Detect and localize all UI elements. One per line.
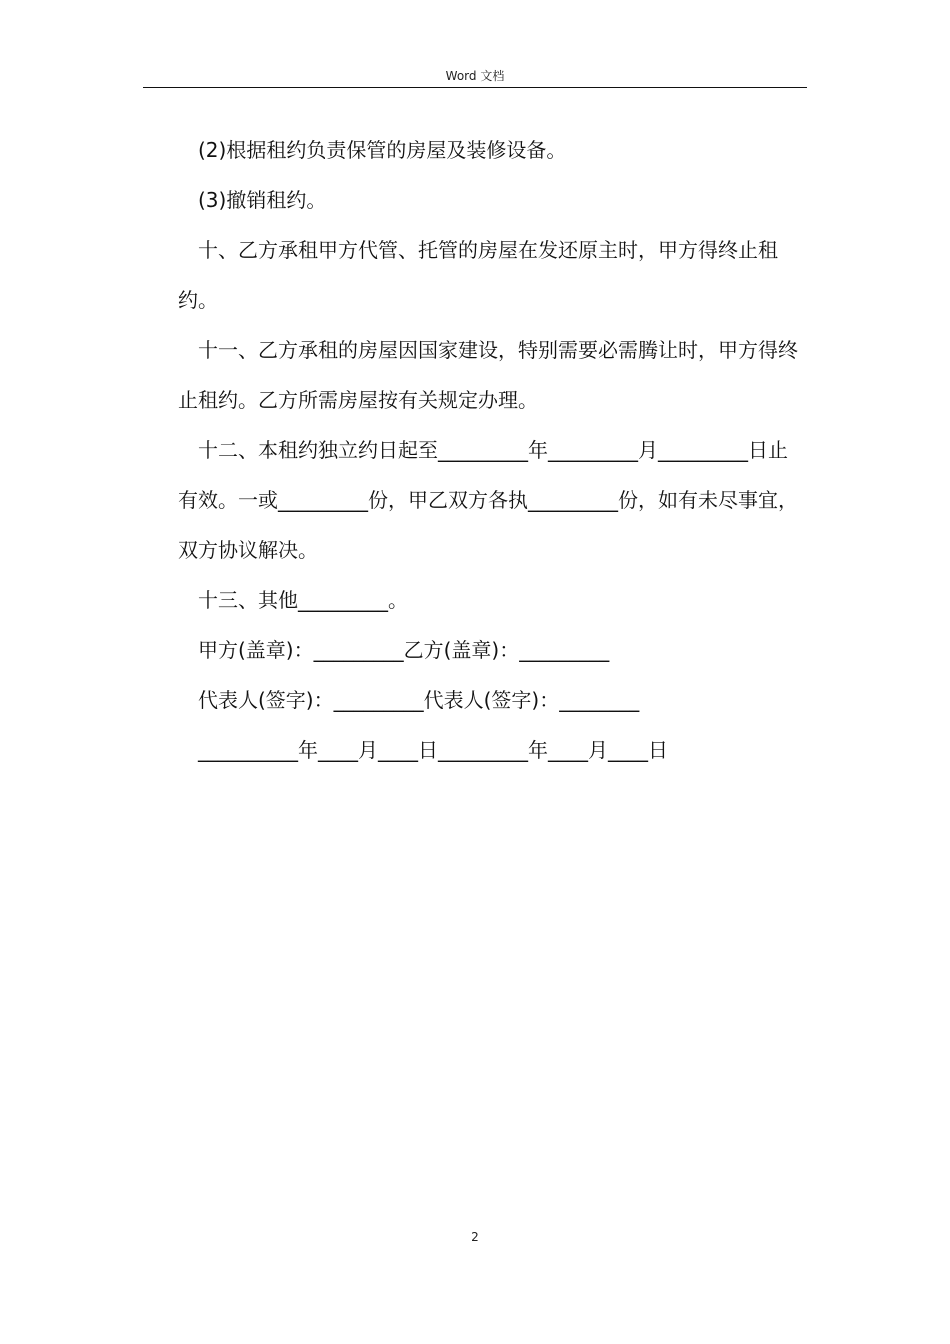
page-header: Word 文档 xyxy=(445,69,505,83)
paragraph-item-2: (2)根据租约负责保管的房屋及装修设备。 xyxy=(198,138,567,162)
paragraph-clause-11: 十一、乙方承租的房屋因国家建设，特别需要必需腾让时，甲方得终止租约。乙方所需房屋按有关规定办理。 xyxy=(178,338,798,412)
signature-parties-line: 甲方(盖章)：_________乙方(盖章)：_________ xyxy=(198,638,610,662)
page-number: 2 xyxy=(471,1230,479,1244)
header-divider xyxy=(143,87,807,88)
signature-representatives-line: 代表人(签字)：_________代表人(签字)：________ xyxy=(198,688,640,712)
paragraph-item-3: (3)撤销租约。 xyxy=(198,188,327,212)
signature-date-line: __________年____月____日_________年____月____日 xyxy=(198,738,668,762)
paragraph-clause-12: 十二、本租约独立约日起至_________年_________月_________日止有效。一或_________份，甲乙双方各执_________份，如有未尽事宜，双方协议解决。 xyxy=(178,438,798,562)
paragraph-clause-13: 十三、其他_________。 xyxy=(198,588,408,612)
paragraph-clause-10: 十、乙方承租甲方代管、托管的房屋在发还原主时，甲方得终止租约。 xyxy=(178,238,778,312)
document-body xyxy=(178,125,803,775)
